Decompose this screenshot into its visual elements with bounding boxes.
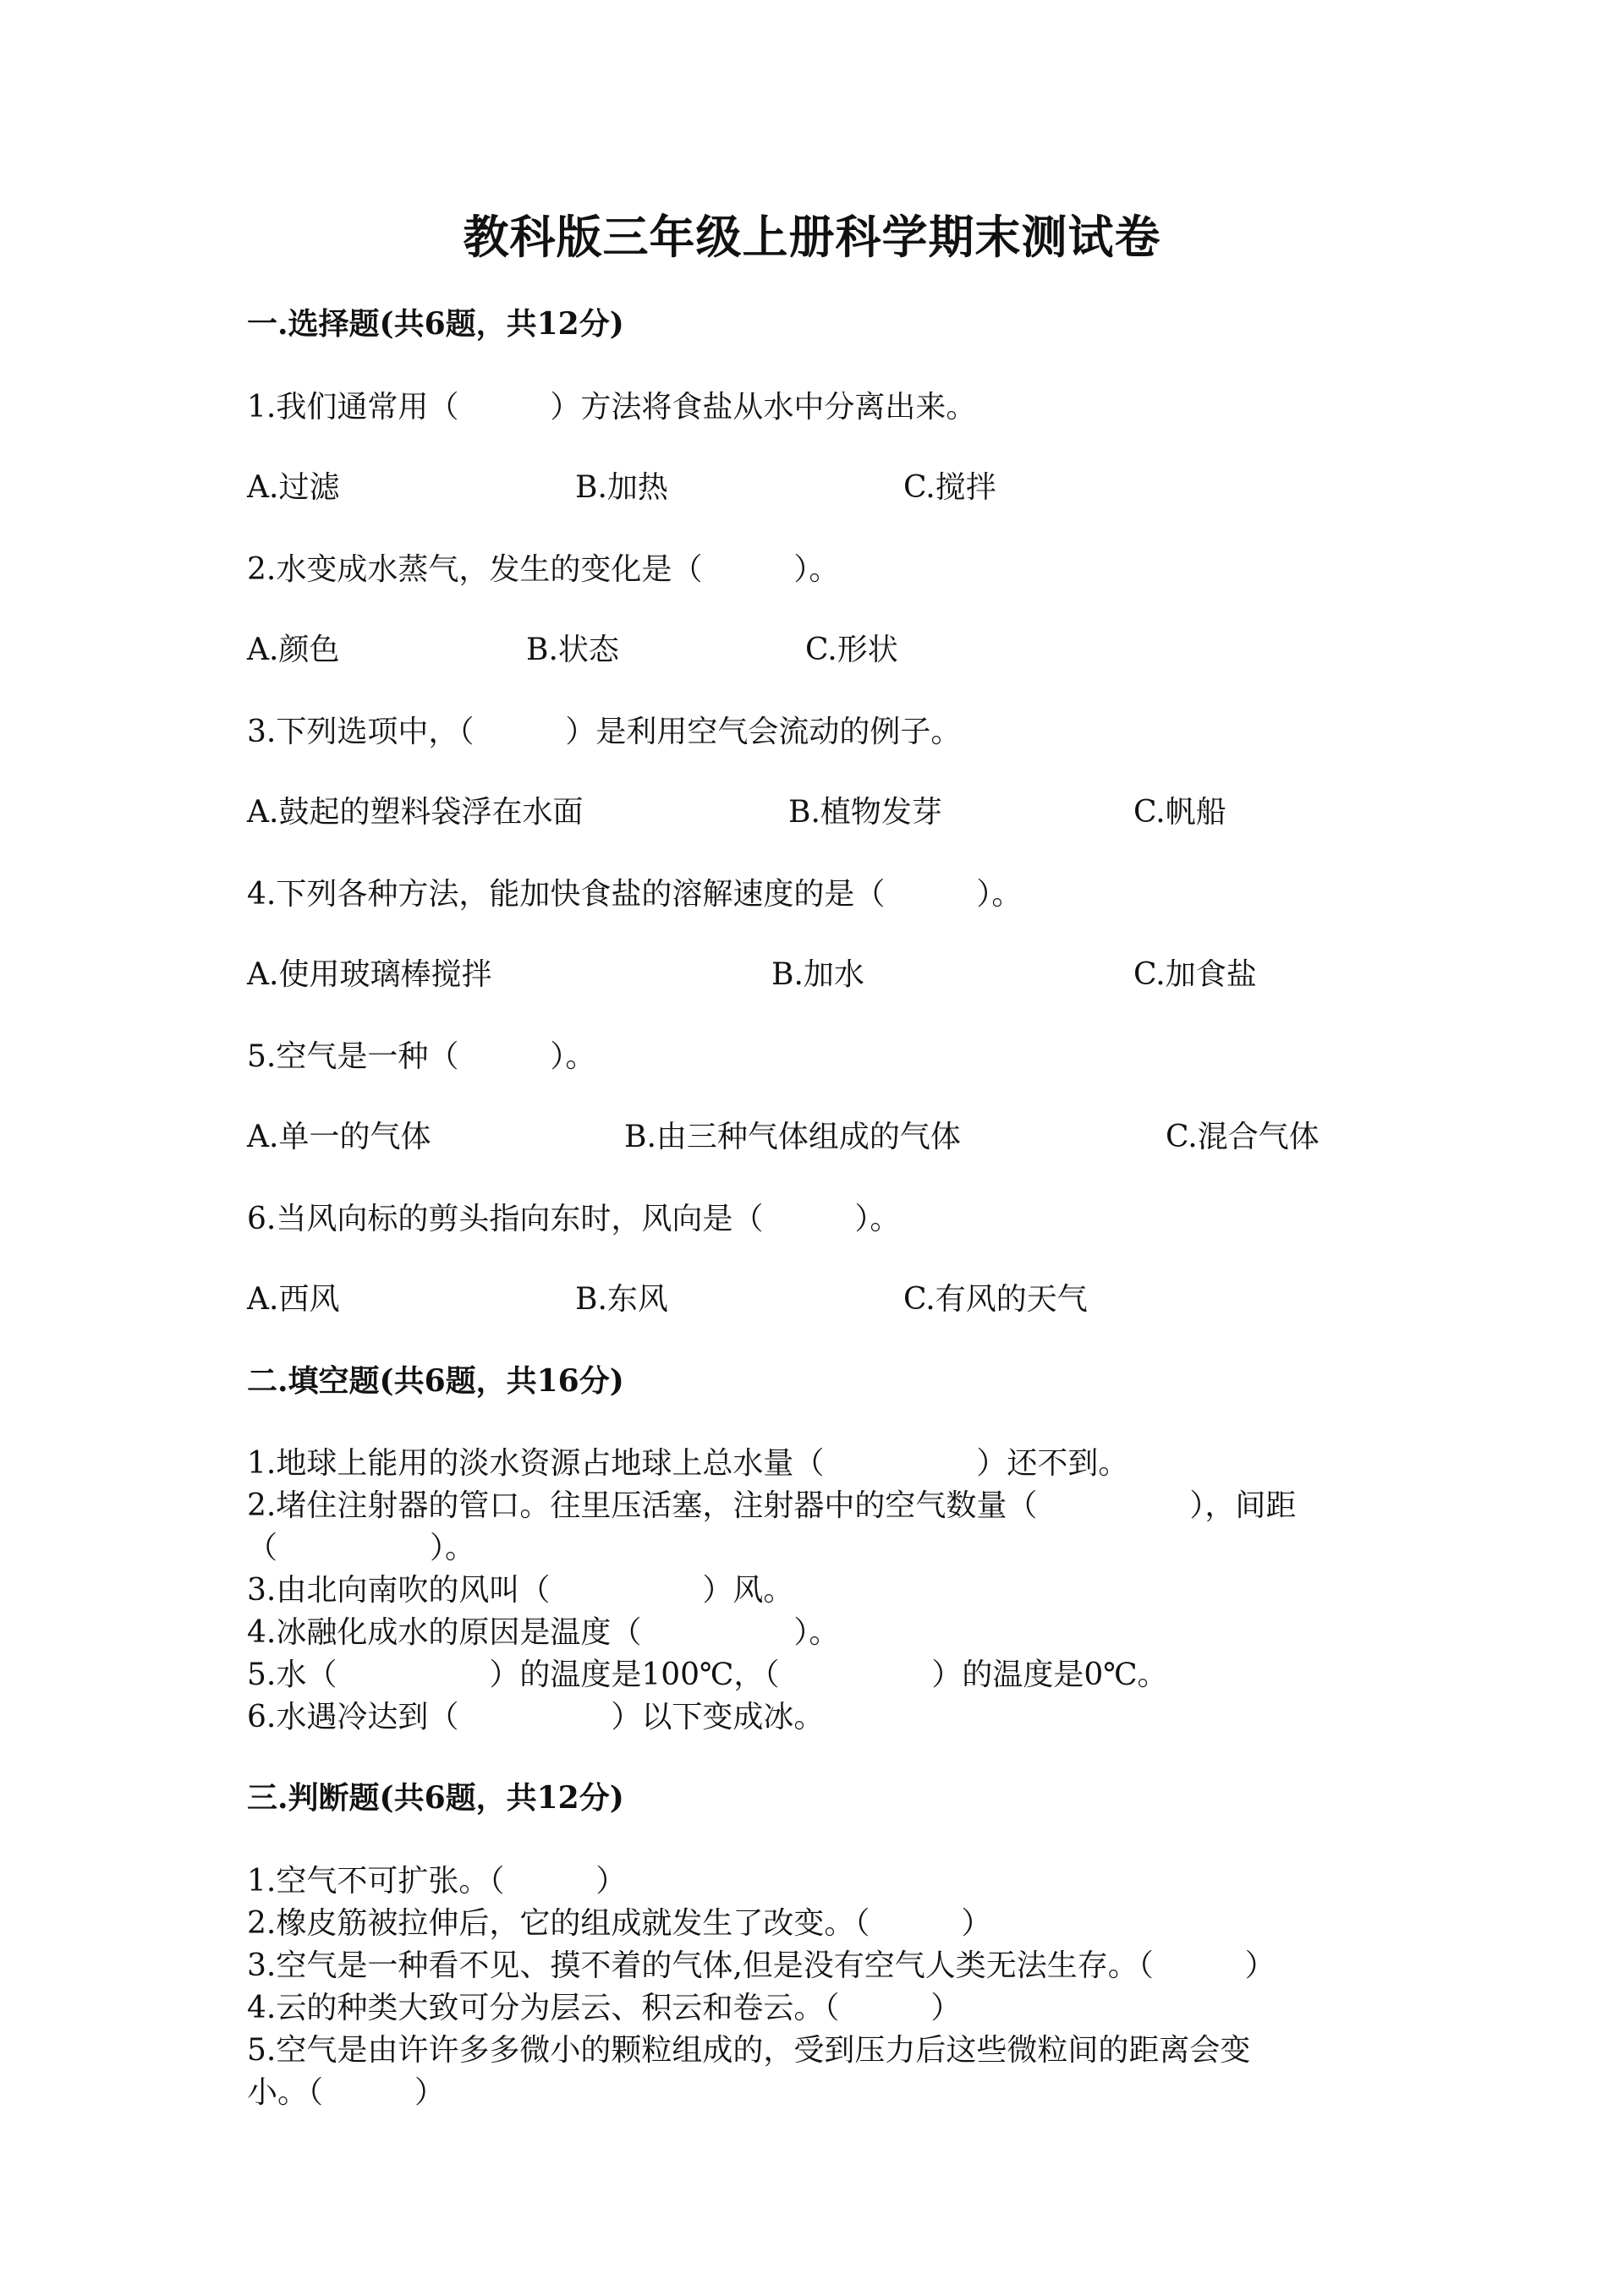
option-c: C.加食盐 [1133, 957, 1257, 992]
section-heading-choice: 一.选择题(共6题，共12分) [247, 306, 624, 342]
option-a: A.使用玻璃棒搅拌 [247, 957, 492, 992]
fill-line: 2.堵住注射器的管口。往里压活塞，注射器中的空气数量（ ），间距 [247, 1488, 1297, 1523]
option-c: C.形状 [805, 633, 898, 667]
fill-line: （ ）。 [247, 1531, 476, 1565]
option-b: B.加水 [771, 957, 864, 992]
option-a: A.鼓起的塑料袋浮在水面 [247, 795, 584, 830]
section-heading-judge: 三.判断题(共6题，共12分) [247, 1780, 624, 1816]
section-heading-fill: 二.填空题(共6题，共16分) [247, 1363, 624, 1399]
fill-line: 4.冰融化成水的原因是温度（ ）。 [247, 1615, 840, 1650]
judge-line: 小。（ ） [247, 2075, 446, 2110]
question-2: 2.水变成水蒸气，发生的变化是（ ）。 [247, 552, 840, 587]
option-b: B.东风 [575, 1282, 668, 1317]
option-c: C.有风的天气 [903, 1282, 1088, 1317]
option-c: C.帆船 [1133, 795, 1226, 830]
question-5: 5.空气是一种（ ）。 [247, 1039, 596, 1074]
option-c: C.搅拌 [903, 470, 996, 505]
option-b: B.植物发芽 [788, 795, 942, 830]
question-6: 6.当风向标的剪头指向东时，风向是（ ）。 [247, 1202, 901, 1236]
fill-line: 5.水（ ）的温度是100℃，（ ）的温度是0℃。 [247, 1658, 1168, 1692]
option-a: A.西风 [247, 1282, 340, 1317]
option-b: B.状态 [526, 633, 619, 667]
option-a: A.单一的气体 [247, 1120, 431, 1154]
option-a: A.颜色 [247, 633, 340, 667]
page-title: 教科版三年级上册科学期末测试卷 [463, 210, 1161, 264]
fill-line: 6.水遇冷达到（ ）以下变成冰。 [247, 1700, 825, 1734]
question-4: 4.下列各种方法，能加快食盐的溶解速度的是（ ）。 [247, 877, 1023, 912]
judge-line: 2.橡皮筋被拉伸后，它的组成就发生了改变。（ ） [247, 1906, 992, 1941]
judge-line: 1.空气不可扩张。（ ） [247, 1864, 627, 1899]
fill-line: 3.由北向南吹的风叫（ ）风。 [247, 1573, 794, 1608]
question-1: 1.我们通常用（ ）方法将食盐从水中分离出来。 [247, 390, 977, 425]
fill-line: 1.地球上能用的淡水资源占地球上总水量（ ）还不到。 [247, 1446, 1129, 1481]
judge-line: 3.空气是一种看不见、摸不着的气体,但是没有空气人类无法生存。（ ） [247, 1948, 1276, 1983]
judge-line: 5.空气是由许许多多微小的颗粒组成的，受到压力后这些微粒间的距离会变 [247, 2033, 1251, 2068]
option-c: C.混合气体 [1166, 1120, 1320, 1154]
option-a: A.过滤 [247, 470, 340, 505]
option-b: B.加热 [575, 470, 668, 505]
judge-line: 4.云的种类大致可分为层云、积云和卷云。（ ） [247, 1991, 962, 2025]
question-3: 3.下列选项中，（ ）是利用空气会流动的例子。 [247, 715, 962, 749]
option-b: B.由三种气体组成的气体 [624, 1120, 961, 1154]
